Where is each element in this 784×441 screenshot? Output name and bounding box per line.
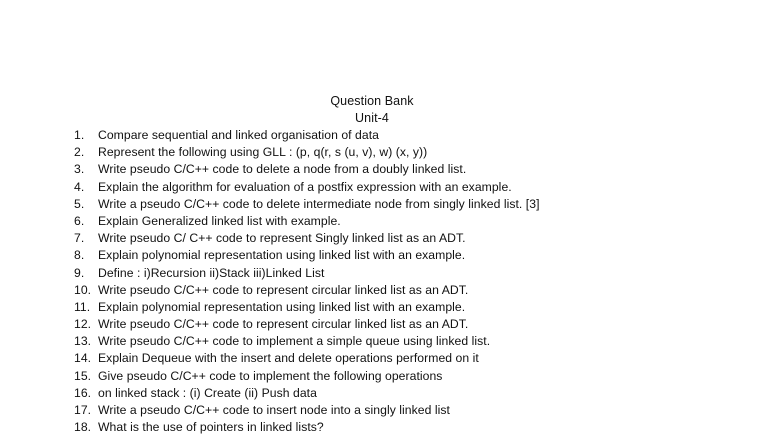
- question-item: [74, 230, 540, 247]
- question-text: Write a pseudo C/C++ code to insert node into a singly linked list: [98, 403, 450, 417]
- question-text: Explain polynomial representation using linked list with an example.: [98, 299, 466, 314]
- question-text: Write pseudo C/C++ code to represent circular linked list as an ADT.: [98, 282, 469, 297]
- question-number: 13.: [74, 334, 92, 349]
- question-item: [74, 196, 540, 213]
- question-text: Write pseudo C/C++ code to represent circular linked list as an ADT.: [98, 317, 469, 332]
- question-list: [74, 127, 540, 436]
- question-number: 4.: [74, 179, 85, 194]
- question-item: [74, 127, 540, 144]
- question-item: [74, 316, 540, 333]
- question-text: Explain Generalized linked list with example.: [98, 213, 341, 228]
- question-item: [74, 299, 540, 316]
- question-item: [74, 144, 540, 161]
- question-item: [74, 402, 540, 419]
- question-number: 10.: [74, 282, 92, 297]
- question-number: 12.: [74, 317, 92, 332]
- question-text: Define : i)Recursion ii)Stack iii)Linked List: [98, 265, 325, 280]
- question-item: [74, 247, 540, 264]
- question-number: 8.: [74, 248, 85, 263]
- question-text: Explain polynomial representation using linked list with an example.: [98, 248, 466, 263]
- question-number: 16.: [74, 385, 92, 400]
- question-text: Write pseudo C/ C++ code to represent Singly linked list as an ADT.: [98, 231, 466, 246]
- question-item: [74, 368, 540, 385]
- question-number: 5.: [74, 196, 85, 211]
- question-number: 9.: [74, 265, 85, 280]
- question-text: Compare sequential and linked organisation of data: [98, 128, 379, 142]
- question-item: [74, 385, 540, 402]
- question-text: Write a pseudo C/C++ code to delete intermediate node from singly linked list. [3]: [98, 196, 540, 211]
- question-number: 7.: [74, 231, 85, 246]
- question-number: 14.: [74, 351, 92, 366]
- question-number: 15.: [74, 368, 92, 383]
- question-text: Give pseudo C/C++ code to implement the following operations: [98, 368, 443, 383]
- question-item: [74, 333, 540, 350]
- document-subtitle: Unit-4: [355, 111, 389, 125]
- question-number: 2.: [74, 145, 85, 160]
- question-text: Represent the following using GLL : (p, q(r, s (u, v), w) (x, y)): [98, 145, 428, 160]
- question-text: What is the use of pointers in linked lists?: [98, 420, 324, 435]
- question-text: Explain the algorithm for evaluation of a postfix expression with an example.: [98, 179, 512, 194]
- question-item: [74, 265, 540, 282]
- question-item: [74, 282, 540, 299]
- question-number: 6.: [74, 213, 85, 228]
- question-item: [74, 161, 540, 178]
- question-text: Write pseudo C/C++ code to delete a node from a doubly linked list.: [98, 162, 467, 177]
- question-item: [74, 179, 540, 196]
- question-text: Explain Dequeue with the insert and delete operations performed on it: [98, 351, 479, 366]
- question-item: [74, 419, 540, 436]
- question-number: 11.: [74, 299, 91, 314]
- question-number: 3.: [74, 162, 85, 177]
- question-number: 1.: [74, 128, 85, 142]
- document-title: Question Bank: [330, 94, 414, 108]
- question-item: [74, 350, 540, 367]
- question-text: Write pseudo C/C++ code to implement a simple queue using linked list.: [98, 334, 491, 349]
- question-number: 17.: [74, 403, 92, 417]
- question-number: 18.: [74, 420, 92, 435]
- question-item: [74, 213, 540, 230]
- question-text: on linked stack : (i) Create (ii) Push data: [98, 385, 317, 400]
